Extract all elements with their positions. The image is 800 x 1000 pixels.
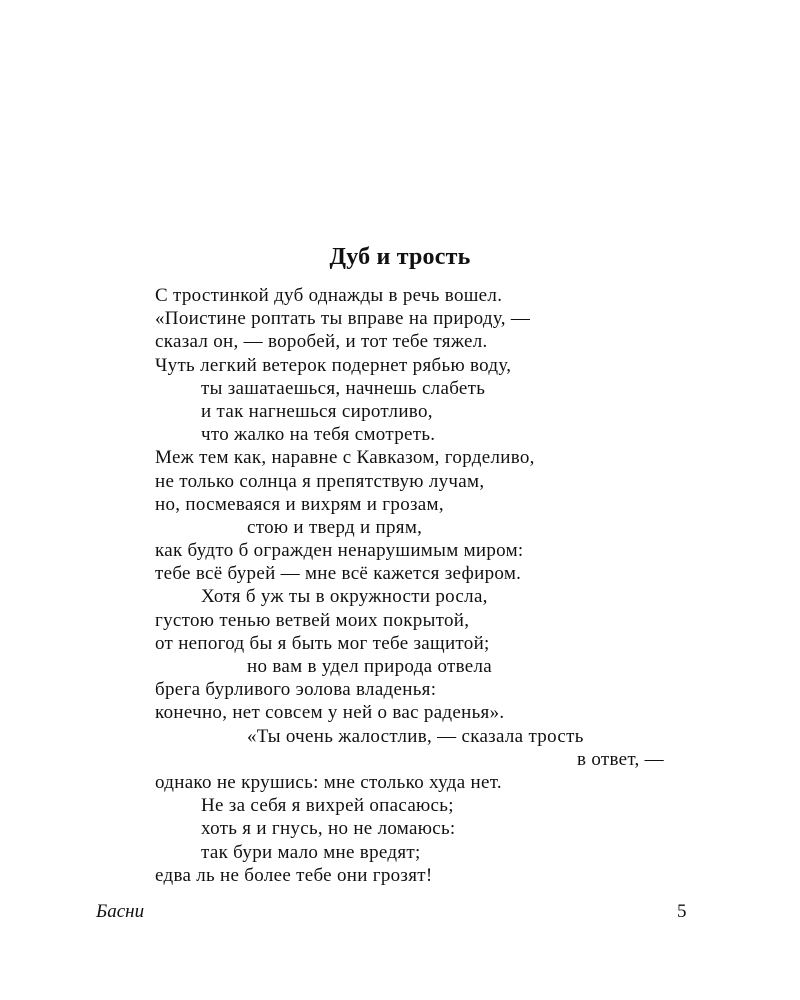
poem-line: но вам в удел природа отвела bbox=[247, 656, 492, 677]
poem-line: Не за себя я вихрей опасаюсь; bbox=[201, 795, 454, 817]
poem-line: Меж тем как, наравне с Кавказом, горделиво, bbox=[155, 447, 535, 469]
poem-line: и так нагнешься сиротливо, bbox=[201, 400, 433, 422]
poem-line: «Ты очень жалостлив, — сказала трость bbox=[247, 725, 584, 747]
poem-line: густою тенью ветвей моих покрытой, bbox=[155, 609, 470, 631]
poem-line: так бури мало мне вредят; bbox=[201, 841, 421, 863]
poem-line: но, посмеваяся и вихрям и грозам, bbox=[155, 493, 444, 515]
poem-line: Чуть легкий ветерок подернет рябью воду, bbox=[155, 354, 512, 376]
poem-line: конечно, нет совсем у ней о вас раденья». bbox=[155, 702, 505, 724]
running-footer-section: Басни bbox=[96, 901, 145, 922]
poem-line: стою и тверд и прям, bbox=[247, 516, 423, 538]
poem-line: не только солнца я препятствую лучам, bbox=[155, 470, 485, 492]
poem-line: едва ль не более тебе они грозят! bbox=[155, 864, 433, 886]
poem-line: С тростинкой дуб однажды в речь вошел. bbox=[155, 285, 503, 306]
poem-line: брега бурливого эолова владенья: bbox=[155, 679, 437, 701]
page-number: 5 bbox=[677, 901, 687, 922]
poem-line: однако не крушись: мне столько худа нет. bbox=[155, 771, 502, 793]
poem-line: что жалко на тебя смотреть. bbox=[201, 424, 436, 446]
poem-line: как будто б огражден ненарушимым миром: bbox=[155, 540, 524, 562]
poem-line: «Поистине роптать ты вправе на природу, — bbox=[155, 308, 531, 330]
poem-line: тебе всё бурей — мне всё кажется зефиром. bbox=[155, 563, 522, 585]
poem-line: сказал он, — воробей, и тот тебе тяжел. bbox=[155, 331, 488, 353]
poem-line: от непогод бы я быть мог тебе защитой; bbox=[155, 632, 490, 654]
poem-line-continuation: в ответ, — bbox=[577, 748, 664, 770]
poem-line: хоть я и гнусь, но не ломаюсь: bbox=[201, 818, 456, 840]
poem-line: ты зашатаешься, начнешь слабеть bbox=[201, 377, 486, 399]
poem-line: Хотя б уж ты в окружности росла, bbox=[201, 586, 488, 608]
poem-body bbox=[155, 284, 715, 887]
poem-title: Дуб и трость bbox=[329, 244, 471, 270]
